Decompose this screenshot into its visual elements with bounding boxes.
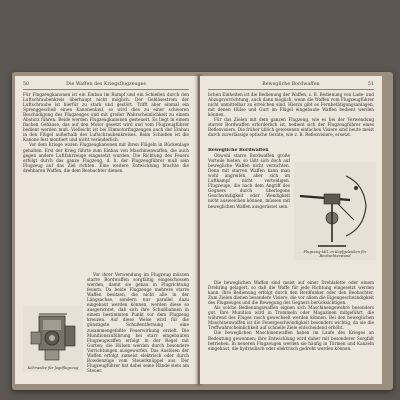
right-paragraph-2: Für das Zielen mit dem ganzen Flugzeug, wie es bei der Verwendung starrer Bordwaffen erforderlich ist, bedient sich der Flugzeugführer eines Reflexvisiers. Die früher üblich gewesenen einfachen Visiere sind heute meist durch zuverlässige optische Geräte, wie z. B. Reflexvisiere, ersetzt. bbox=[208, 117, 374, 138]
left-paragraph-1: Für Flugzeugkanonen ist ein Einbau im Rumpf und ein Schießen durch den Luftschraubenkreis überhaupt nicht möglich. Der Gebläsestrom der Luftschraube ist hierfür zu stark und gestört. Trifft aber einmal ein Sprenggeschoß einen Kanonenlauf, so wird dies zu einer schweren Beschädigung des Flugzeuges und mit großer Wahrscheinlichkeit zu einem Absturz führen. Beide werden Flugzeugkanonen gesteuert. Es liegt in einem flachen Gehäuse, das auf den Motor gesetzt wird und vom Flugzeugführer bedient werden muß. Vielleicht ist bei Einmotorflugzeugen auch der Einbau in den Flügel außerhalb des Luftschraubenkreises. Beim Schießen ist die Kanone fest montiert und nicht veränderlich. bbox=[23, 92, 189, 143]
left-page-number: 50 bbox=[23, 82, 30, 87]
left-running-title: Die Waffen des Kriegsflugzeuges bbox=[66, 82, 146, 87]
right-text-bottom bbox=[208, 280, 374, 380]
machine-gun-illustration bbox=[23, 306, 83, 366]
right-running-title: Bewegliche Bordwaffen bbox=[262, 82, 320, 87]
right-text-column bbox=[208, 148, 290, 278]
right-page bbox=[200, 76, 382, 384]
left-paragraph-2: Vor dem Kriege waren Flugzeugkanonen mit ihren Flügeln in Rückenlage gehalten. Erst der Krieg führte zum Einbau von Maschinenwaffen, die auch gegen andere Luftfahrzeuge eingesetzt wurden. Die Richtung des Feuers erfolgt durch das ganze Flugzeug, d. h. der Flugzeugführer muß sein Flugzeug auf das Ziel richten. Eine weitere Entwicklung brachte die drehbaren Waffen, die dem Beobachter dienen. bbox=[23, 142, 189, 173]
left-page bbox=[15, 76, 198, 384]
bevel-gun-illustration bbox=[294, 162, 376, 250]
right-paragraph-3: Obwohl starre Bordwaffen große Vorteile bieten, so läßt sich doch auf bewegliche Waffen nicht verzichten. Denn mit starren Waffen kann man wohl angreifen, aber sich im Luftkampf nicht verteidigen. Flugzeuge, die nach dem Angriff des Gegners durch überlegene Geschwindigkeit oder Wendigkeit nicht ausweichen können, müssen mit beweglichen Waffen ausgerüstet sein. bbox=[208, 153, 290, 209]
left-header-rule bbox=[23, 89, 189, 90]
right-paragraph-4: Die beweglichen Waffen sind meist auf einer Drehlafette oder einem Drehring gelagert, so daß die Waffe für jede Richtung eingesetzt werden kann. Ihre Bedienung erfolgt durch den Bordfunker oder den Beobachter. Zum Zielen dienen besondere Visiere, die vor allem die Eigengeschwindigkeit des Flugzeuges und die Bewegung des Gegners berücksichtigen. bbox=[208, 280, 374, 306]
right-header-rule bbox=[208, 89, 374, 90]
right-figure-caption: Flugzeug-MG. in Kopfgelenken für Beobachterstand bbox=[303, 250, 367, 258]
left-figure-caption: Kehrwalze für Jagdflugzeug bbox=[27, 366, 79, 370]
right-text-top bbox=[208, 92, 374, 137]
right-paragraph-6: Die beweglichen Maschinenwaffen haben im Laufe des Krieges an Bedeutung gewonnen; ihre Entwicklung wird daher mit besonderer Sorgfalt betrieben. In neueren Flugzeugen werden sie häufig in Türmen und Kanzeln eingebaut, die hydraulisch oder elektrisch gedreht werden können. bbox=[208, 330, 374, 351]
section-heading: Bewegliche Bordwaffen bbox=[208, 148, 269, 153]
right-figure bbox=[294, 162, 376, 260]
left-figure bbox=[23, 306, 83, 372]
left-text-bottom bbox=[87, 272, 189, 380]
right-page-number: 51 bbox=[367, 82, 374, 87]
left-text-top bbox=[23, 92, 189, 173]
right-paragraph-1: lichen Einheiten ist die Bedienung der Waffen, z. B. Bedienung von Lade- und Abzugsvorrichtung, auch dann möglich, wenn die Waffen vom Flugzeugführer nicht unmittelbar zu erreichen sind. Hierzu gibt es Fernbetätigungsanlagen, mit denen Hülse und Gurt im Flügel eingebaute Waffen bedient werden können. bbox=[208, 92, 374, 118]
left-paragraph-3: Vor ihrer Verwendung im Flugzeug müssen starre Bordwaffen sorgfältig eingeschossen werden, damit sie genau in Flugrichtung feuern. Da beide Flugzeuge mehrere starre Waffen besitzen, die nicht alle in der Längsachse, sondern nur parallel dazu eingebaut werden können, werden diese so ausgerichtet, daß sich ihre Schußbahnen in einem bestimmten Punkt vor dem Flugzeug kreuzen. Auf diese Weise wird für die günstigste Schußentfernung eine zusammengefaßte Feuerwirkung erzielt. Die Munitionszuführung bei starr eingebauten Flugzeugwaffen erfolgt in der Regel mit Gurten; die Hülsen werden durch besondere Vorrichtungen ausgeworfen. Das Auslösen der Waffen erfolgt zumeist elektrisch oder durch Bowdenzüge vom Steuerknüppel aus. Der Flugzeugführer hat dabei seine Hände stets am Steuer. bbox=[87, 272, 189, 373]
right-paragraph-5: Als solche Bedienungswaffen eignen sich Maschinengewehre besonders gut. Ihre Munition wird in Trommeln oder Magazinen mitgeführt, die während des Fluges rasch gewechselt werden können. Bei den beweglichen Maschinenwaffen ist die Feuergeschwindigkeit besonders wichtig, da sie die Treffwahrscheinlichkeit auf schnelle Ziele entscheidend erhöht. bbox=[208, 305, 374, 331]
